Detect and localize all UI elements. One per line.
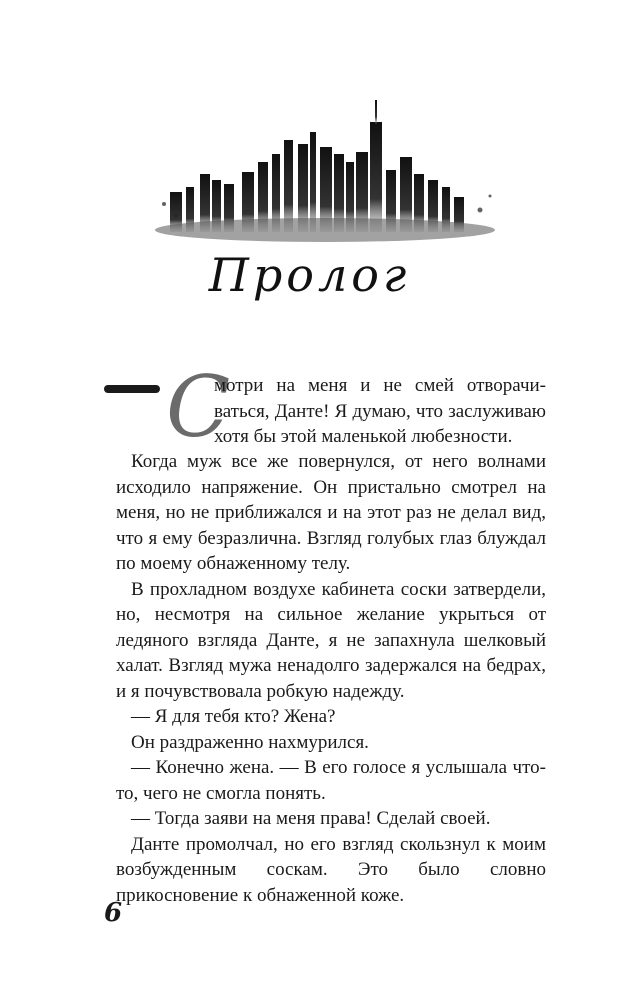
chapter-title: Пролог [208, 248, 411, 302]
city-skyline-illustration [150, 92, 500, 252]
paragraph: В прохладном воздухе кабинета соски затвердели, но, несмотря на сильное желание укрыться от ледяного взгляда Данте, я не запахнула шелковый халат. Взгляд мужа ненадолго задержался на бедрах, и я почувствовала робкую надежду. [116, 578, 546, 702]
body-text [116, 358, 546, 908]
paragraph: Он раздраженно нахмурился. [131, 731, 369, 753]
opening-line: ваться, Данте! Я думаю, что заслуживаю [214, 400, 546, 422]
opening-paragraph [116, 358, 546, 456]
paragraph: Данте промолчал, но его взгляд скользнул к моим возбужденным соскам. Это было словно прикосновение к обнаженной коже. [116, 833, 546, 906]
paragraph: — Тогда заяви на меня права! Сделай своей. [131, 808, 491, 829]
page-number: 6 [104, 898, 123, 928]
paragraph: — Я для тебя кто? Жена? [131, 706, 336, 727]
paragraph: Когда муж все же повернулся, от него волнами исходило напряжение. Он пристально смотрел на меня, но не приближался и на этот раз не делал вид, что я ему безразлична. Взгляд голубых глаз блуждал по моему обнаженному телу. [116, 451, 546, 574]
em-dash-decoration [104, 385, 160, 393]
paragraph: — Конечно жена. — В его голосе я услышала что-то, чего не смогла понять. [116, 757, 546, 804]
opening-line: хотя бы этой маленькой любезности. [214, 426, 513, 447]
drop-cap: С [166, 358, 231, 456]
opening-line: мотри на меня и не смей отворачи- [214, 375, 546, 396]
